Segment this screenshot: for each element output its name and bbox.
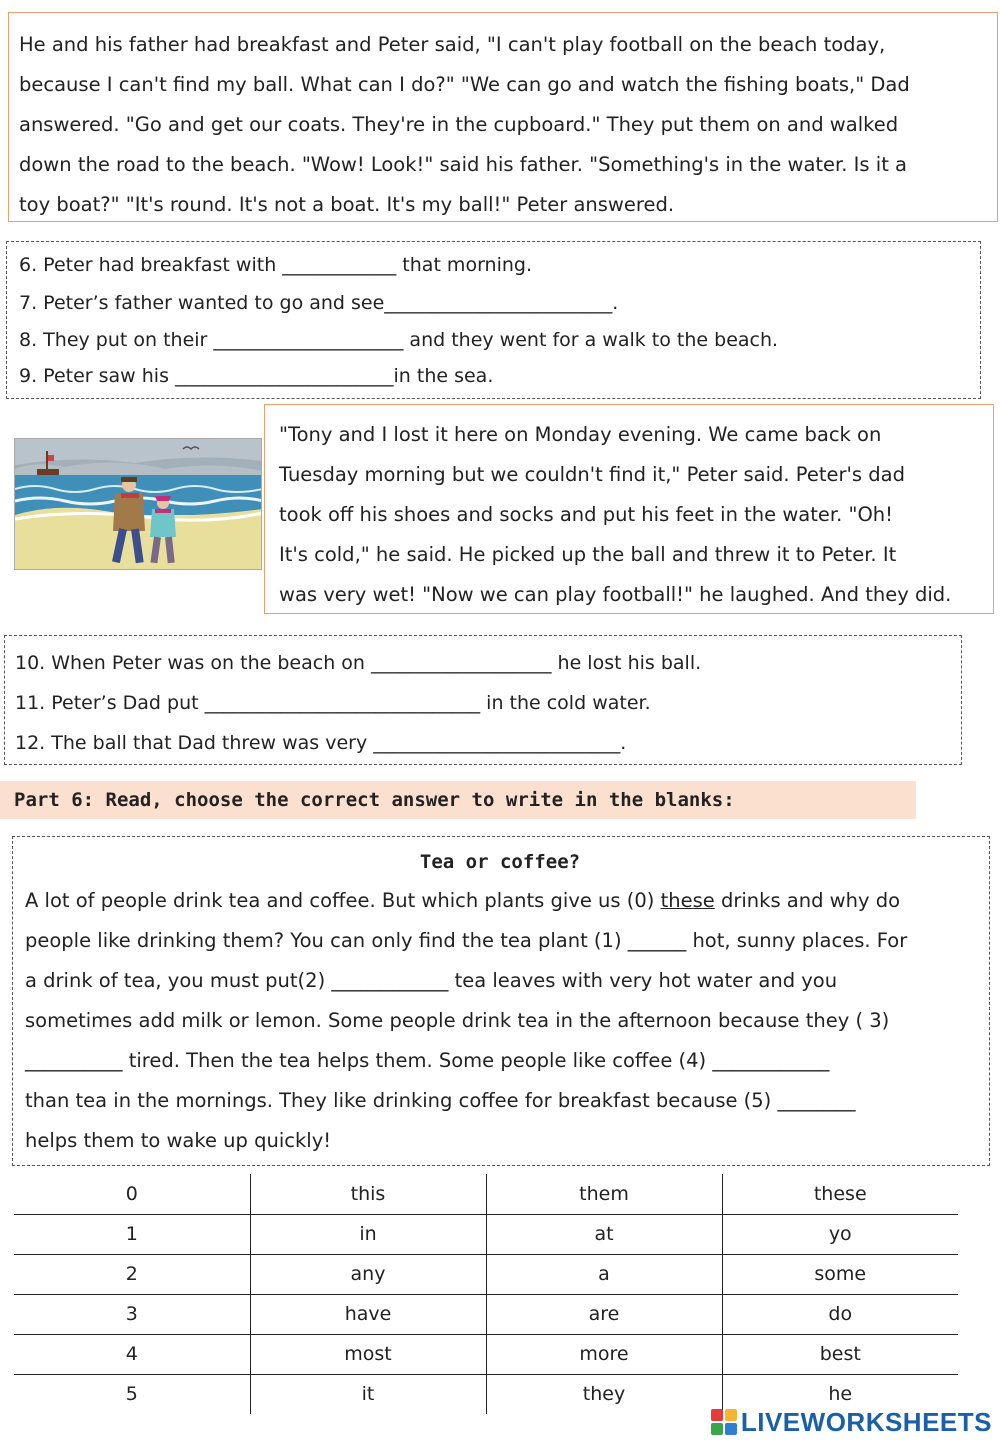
story-passage-1 — [8, 12, 998, 222]
question-12[interactable]: 12. The ball that Dad threw was very __________________________. — [15, 732, 627, 754]
choice-option[interactable]: in — [250, 1214, 486, 1254]
questions-10-12 — [4, 635, 962, 765]
choice-option[interactable]: best — [722, 1334, 958, 1374]
choice-option[interactable]: are — [486, 1294, 722, 1334]
question-6[interactable]: 6. Peter had breakfast with ____________ that morning. — [19, 254, 533, 276]
story-line: took off his shoes and socks and put his feet in the water. "Oh! — [279, 503, 893, 526]
question-10[interactable]: 10. When Peter was on the beach on ___________________ he lost his ball. — [15, 652, 702, 674]
choice-option[interactable]: they — [486, 1374, 722, 1414]
story-line: "Tony and I lost it here on Monday evening. We came back on — [279, 423, 882, 446]
passage-title: Tea or coffee? — [419, 851, 581, 873]
story-line: Tuesday morning but we couldn't find it," Peter said. Peter's dad — [279, 463, 905, 486]
choice-option[interactable]: any — [250, 1254, 486, 1294]
logo-grid-icon — [711, 1409, 737, 1435]
logo-square — [711, 1423, 723, 1435]
passage-line[interactable]: people like drinking them? You can only find the tea plant (1) ______ hot, sunny places. For — [25, 929, 908, 952]
story-line: was very wet! "Now we can play football!" he laughed. And they did. — [279, 583, 952, 606]
choice-option[interactable]: these — [722, 1174, 958, 1214]
table-row — [14, 1174, 958, 1214]
choice-option[interactable]: yo — [722, 1214, 958, 1254]
story-line: down the road to the beach. "Wow! Look!" said his father. "Something's in the water. Is it a — [19, 153, 907, 176]
example-answer: these — [660, 889, 715, 912]
story-line: It's cold," he said. He picked up the ball and threw it to Peter. It — [279, 543, 897, 566]
liveworksheets-logo[interactable] — [711, 1406, 992, 1438]
question-8[interactable]: 8. They put on their ____________________ and they went for a walk to the beach. — [19, 329, 779, 351]
logo-text: LIVEWORKSHEETS — [740, 1406, 992, 1437]
choice-option[interactable]: some — [722, 1254, 958, 1294]
table-row — [14, 1214, 958, 1254]
story-line: toy boat?" "It's round. It's not a boat. It's my ball!" Peter answered. — [19, 193, 675, 216]
choice-option[interactable]: them — [486, 1174, 722, 1214]
passage-text: A lot of people drink tea and coffee. But which plants give us (0) — [25, 889, 661, 912]
choice-option[interactable]: do — [722, 1294, 958, 1334]
story-line: He and his father had breakfast and Peter said, "I can't play football on the beach today, — [19, 33, 886, 56]
passage-line[interactable]: than tea in the mornings. They like drinking coffee for breakfast because (5) ________ — [25, 1089, 856, 1112]
answer-choices-table — [14, 1174, 958, 1414]
table-row — [14, 1254, 958, 1294]
item-number: 1 — [14, 1214, 250, 1254]
table-row — [14, 1334, 958, 1374]
passage-line: helps them to wake up quickly! — [25, 1129, 332, 1152]
passage-line — [25, 881, 975, 921]
choice-option[interactable]: have — [250, 1294, 486, 1334]
logo-square — [711, 1409, 723, 1421]
story-passage-2 — [264, 404, 994, 614]
passage-line[interactable]: __________ tired. Then the tea helps them. Some people like coffee (4) ____________ — [25, 1049, 830, 1072]
question-7[interactable]: 7. Peter’s father wanted to go and see________________________. — [19, 292, 619, 314]
logo-square — [725, 1423, 737, 1435]
question-11[interactable]: 11. Peter’s Dad put _____________________________ in the cold water. — [15, 692, 651, 714]
choice-option[interactable]: at — [486, 1214, 722, 1254]
logo-square — [725, 1409, 737, 1421]
item-number: 0 — [14, 1174, 250, 1214]
story-line: because I can't find my ball. What can I do?" "We can go and watch the fishing boats," Dad — [19, 73, 910, 96]
passage-text: drinks and why do — [714, 889, 901, 912]
item-number: 3 — [14, 1294, 250, 1334]
choice-option[interactable]: he — [722, 1374, 958, 1414]
story-line: answered. "Go and get our coats. They're in the cupboard." They put them on and walked — [19, 113, 899, 136]
table-row — [14, 1294, 958, 1334]
passage-line[interactable]: a drink of tea, you must put(2) ____________ tea leaves with very hot water and you — [25, 969, 838, 992]
choice-option[interactable]: it — [250, 1374, 486, 1414]
choice-option[interactable]: more — [486, 1334, 722, 1374]
item-number: 4 — [14, 1334, 250, 1374]
item-number: 5 — [125, 1383, 138, 1406]
question-9[interactable]: 9. Peter saw his _______________________in the sea. — [19, 365, 494, 387]
item-number: 2 — [14, 1254, 250, 1294]
passage-line[interactable]: sometimes add milk or lemon. Some people drink tea in the afternoon because they ( 3) — [25, 1009, 890, 1032]
tea-coffee-passage — [12, 836, 990, 1166]
part6-heading: Part 6: Read, choose the correct answer to write in the blanks: — [0, 781, 916, 819]
choice-option[interactable]: a — [486, 1254, 722, 1294]
choice-option[interactable]: this — [250, 1174, 486, 1214]
choice-option[interactable]: most — [250, 1334, 486, 1374]
beach-illustration — [14, 438, 262, 570]
questions-6-9 — [6, 241, 981, 399]
